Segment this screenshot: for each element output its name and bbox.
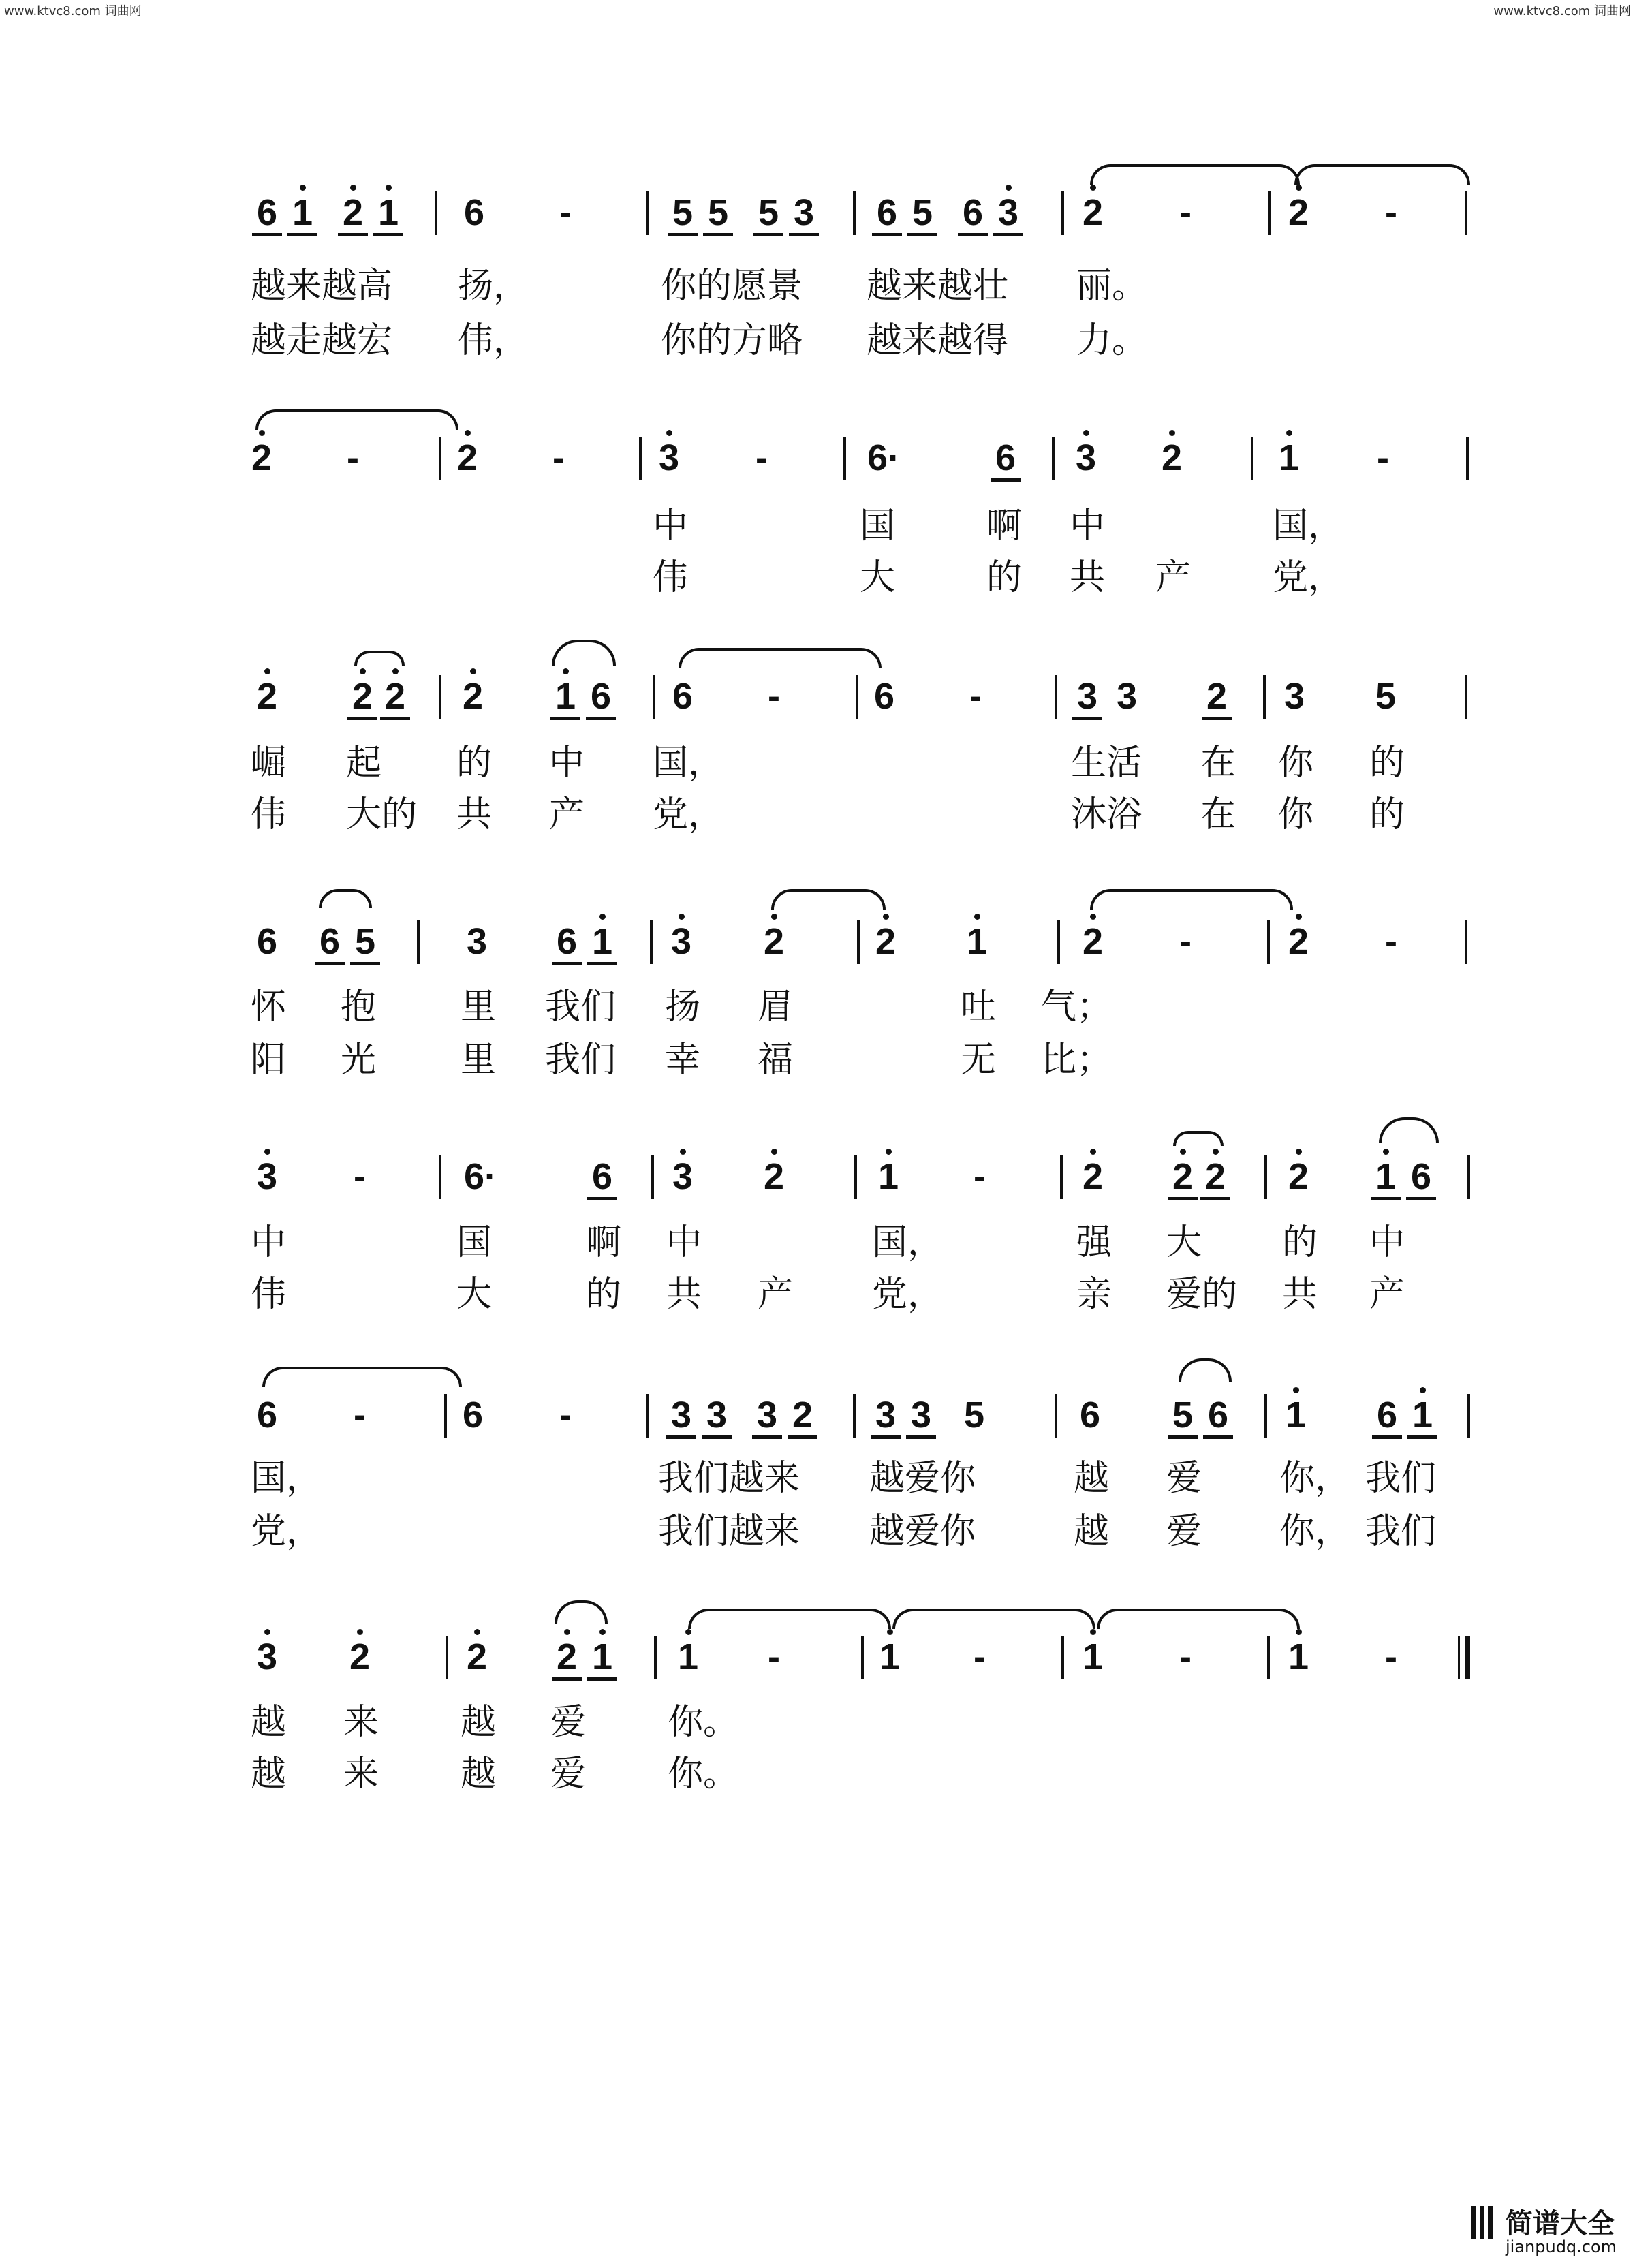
barline [861, 1636, 864, 1679]
note: 6 [871, 194, 903, 231]
note: 1 [286, 194, 319, 231]
lyric: 党， [872, 1274, 944, 1315]
note: 3 [251, 1158, 283, 1195]
slur [1173, 1131, 1224, 1146]
header-left: www.ktvc8.com 词曲网 [4, 4, 142, 18]
note: 2 [1200, 678, 1233, 715]
note: 2 [346, 678, 379, 715]
lyric: 产 [1369, 1274, 1405, 1315]
lyric: 伟 [251, 1274, 287, 1315]
note: 6 [550, 923, 583, 960]
note: 3 [1070, 439, 1102, 476]
note: - [969, 676, 982, 717]
lyric: 党， [653, 794, 724, 835]
note: 2 [456, 678, 489, 715]
lyric: 强 [1076, 1222, 1112, 1263]
lyric: 党， [251, 1511, 322, 1552]
lyric: 扬， [458, 266, 529, 307]
lyric: 的 [986, 557, 1023, 598]
note: 6 [672, 676, 694, 717]
lyric: 越来越得 [867, 320, 1009, 361]
barline [654, 1636, 657, 1679]
note: 6· [867, 437, 900, 478]
lyric: 国， [653, 743, 724, 783]
lyric: 共 [1282, 1274, 1318, 1315]
lyric: 亲 [1076, 1274, 1112, 1315]
barline [435, 191, 437, 235]
barline [1268, 191, 1271, 235]
note: 1 [961, 923, 993, 960]
lyric: 共 [666, 1274, 702, 1315]
barline [446, 1636, 448, 1679]
note: - [1385, 921, 1397, 962]
tie [255, 409, 458, 430]
note: 2 [461, 1638, 493, 1675]
lyric: 气； [1041, 987, 1112, 1027]
tie [262, 1367, 462, 1387]
lyric: 我们越来 [658, 1511, 800, 1552]
lyric: 越爱你 [869, 1458, 976, 1499]
barline [646, 191, 649, 235]
note: 2 [1166, 1158, 1199, 1195]
lyric: 的 [1369, 794, 1405, 835]
note: 3 [665, 1397, 698, 1433]
lyric: 我们越来 [658, 1458, 800, 1499]
lyric: 越 [461, 1702, 497, 1743]
note: 2 [786, 1397, 819, 1433]
barline [857, 920, 860, 964]
lyric: 崛 [251, 743, 287, 783]
barline [1267, 920, 1270, 964]
barline [417, 920, 420, 964]
lyric: 你， [1279, 1511, 1351, 1552]
barline [854, 1155, 857, 1199]
note: 6 [956, 194, 989, 231]
lyric: 大 [1166, 1222, 1202, 1263]
lyric: 眉 [758, 987, 794, 1027]
barline [1467, 1155, 1470, 1199]
lyric: 无 [961, 1040, 997, 1081]
note: 3 [751, 1397, 783, 1433]
note: - [974, 1636, 986, 1677]
slur [354, 651, 405, 666]
barline [1061, 191, 1064, 235]
note: - [354, 1395, 366, 1435]
note: 5 [666, 194, 699, 231]
lyric: 爱 [1166, 1458, 1202, 1499]
note: 1 [549, 678, 582, 715]
tie [688, 1609, 891, 1629]
lyric: 我们 [545, 987, 617, 1027]
slur [1179, 1358, 1232, 1382]
header-right: www.ktvc8.com 词曲网 [1493, 4, 1631, 18]
note: 1 [873, 1638, 906, 1675]
lyrics-verse-2 [0, 794, 1635, 835]
lyric: 来 [343, 1702, 379, 1743]
lyric: 国 [860, 506, 896, 546]
note: 6 [1405, 1158, 1437, 1195]
lyric: 抱 [341, 987, 377, 1027]
barline [650, 920, 653, 964]
note: 2 [451, 439, 484, 476]
barline [651, 1155, 654, 1199]
lyric: 大的 [346, 794, 418, 835]
note: - [974, 1156, 986, 1197]
lyric: 越 [251, 1754, 287, 1795]
lyrics-verse-2 [0, 1754, 1635, 1795]
note: - [552, 437, 565, 478]
note: 3 [992, 194, 1025, 231]
barline [1465, 675, 1467, 719]
note: 1 [372, 194, 405, 231]
barline [853, 191, 856, 235]
lyrics-verse-1 [0, 743, 1635, 783]
note: 6· [463, 1156, 497, 1197]
note: 3 [700, 1397, 733, 1433]
lyric: 越 [461, 1754, 497, 1795]
lyric: 中 [653, 506, 689, 546]
note: 6 [989, 439, 1022, 476]
lyric: 里 [461, 987, 497, 1027]
lyric: 的 [1282, 1222, 1318, 1263]
barline [639, 437, 642, 480]
lyric: 中 [666, 1222, 702, 1263]
note: 2 [1282, 1158, 1315, 1195]
barline [1264, 1394, 1267, 1438]
score-line-2 [0, 433, 1635, 480]
lyric: 越 [251, 1702, 287, 1743]
note: 5 [752, 194, 785, 231]
tie [771, 889, 886, 910]
barline [1055, 1394, 1057, 1438]
note: 2 [1282, 923, 1315, 960]
lyric: 来 [343, 1754, 379, 1795]
note: 2 [337, 194, 369, 231]
barline [1466, 437, 1469, 480]
barline [1267, 1636, 1270, 1679]
lyrics-verse-2 [0, 1040, 1635, 1081]
note: 1 [672, 1638, 704, 1675]
slur [1379, 1117, 1439, 1143]
barline [843, 437, 846, 480]
barline [1052, 437, 1055, 480]
lyric: 沐浴 [1071, 794, 1142, 835]
note: 2 [343, 1638, 376, 1675]
note: 6 [256, 1395, 278, 1435]
lyric: 共 [456, 794, 493, 835]
barline [439, 675, 441, 719]
note: 2 [1076, 923, 1109, 960]
barline [1057, 920, 1060, 964]
lyric: 你。 [668, 1754, 739, 1795]
lyric: 你。 [668, 1702, 739, 1743]
lyric: 你的愿景 [661, 266, 803, 307]
note: 2 [379, 678, 411, 715]
note: - [1179, 192, 1192, 233]
note: 3 [666, 1158, 699, 1195]
barline [1467, 1394, 1470, 1438]
note: 1 [1406, 1397, 1439, 1433]
note: 2 [758, 923, 790, 960]
note: 5 [1375, 676, 1397, 717]
lyric: 的 [1369, 743, 1405, 783]
lyric: 阳 [251, 1040, 287, 1081]
lyric: 在 [1200, 794, 1236, 835]
lyrics-verse-2 [0, 1274, 1635, 1315]
note: 1 [586, 923, 619, 960]
barline [1060, 1155, 1063, 1199]
note: 2 [251, 678, 283, 715]
lyric: 中 [1369, 1222, 1405, 1263]
note: - [559, 1395, 572, 1435]
lyric: 产 [1155, 557, 1192, 598]
lyric: 党， [1273, 557, 1344, 598]
lyrics-verse-1 [0, 1702, 1635, 1743]
lyric: 你的方略 [661, 320, 803, 361]
lyric: 你 [1278, 743, 1314, 783]
lyric: 国 [456, 1222, 493, 1263]
lyrics-verse-2 [0, 1511, 1635, 1552]
slur [555, 1600, 608, 1624]
note: - [1385, 192, 1397, 233]
note: 2 [245, 439, 278, 476]
note: 5 [349, 923, 382, 960]
slur [319, 889, 372, 908]
lyric: 你 [1278, 794, 1314, 835]
note: 3 [251, 1638, 283, 1675]
note: - [768, 1636, 780, 1677]
tie [679, 648, 882, 668]
tie [1294, 164, 1470, 185]
note: 2 [1282, 194, 1315, 231]
lyric: 怀 [251, 987, 287, 1027]
note: 5 [963, 1395, 985, 1435]
lyric: 我们 [545, 1040, 617, 1081]
lyric: 越走越宏 [251, 320, 393, 361]
barline [856, 675, 858, 719]
lyric: 爱 [1166, 1511, 1202, 1552]
tie [892, 1609, 1095, 1629]
lyrics-verse-1 [0, 987, 1635, 1027]
lyric: 爱 [550, 1702, 587, 1743]
note: 5 [1166, 1397, 1199, 1433]
lyric: 起 [346, 743, 382, 783]
lyrics-verse-2 [0, 320, 1635, 361]
lyrics-verse-1 [0, 506, 1635, 546]
barline [853, 1394, 856, 1438]
lyric: 产 [549, 794, 585, 835]
barline [439, 1155, 441, 1199]
lyric: 越来越高 [251, 266, 393, 307]
note: 6 [256, 921, 278, 962]
note: 1 [1273, 439, 1305, 476]
score-line-7 [0, 1632, 1635, 1679]
lyric: 你， [1279, 1458, 1351, 1499]
lyric: 吐 [961, 987, 997, 1027]
lyric: 中 [549, 743, 585, 783]
note: 5 [702, 194, 734, 231]
note: 1 [1279, 1397, 1312, 1433]
lyrics-verse-2 [0, 557, 1635, 598]
note: 3 [788, 194, 820, 231]
note: 1 [1369, 1158, 1402, 1195]
final-barline-thick [1465, 1636, 1470, 1679]
slur [552, 640, 616, 666]
note: - [347, 437, 359, 478]
note: 6 [462, 1395, 484, 1435]
note: 2 [1076, 194, 1109, 231]
lyric: 比； [1041, 1040, 1112, 1081]
lyric: 伟 [653, 557, 689, 598]
lyric: 国， [1273, 506, 1344, 546]
note: - [559, 192, 572, 233]
lyric: 伟， [458, 320, 529, 361]
lyric: 光 [341, 1040, 377, 1081]
note: 1 [1282, 1638, 1315, 1675]
lyric: 国， [872, 1222, 944, 1263]
barline [1465, 191, 1467, 235]
note: 3 [1283, 676, 1305, 717]
lyric: 大 [456, 1274, 493, 1315]
note: 3 [653, 439, 685, 476]
lyric: 的 [456, 743, 493, 783]
lyric: 中 [1070, 506, 1106, 546]
note: 3 [466, 921, 488, 962]
tie [1090, 889, 1293, 910]
tie [1097, 1609, 1300, 1629]
note: 1 [872, 1158, 905, 1195]
lyric: 爱的 [1166, 1274, 1238, 1315]
lyric: 扬 [665, 987, 701, 1027]
logo-url: jianpudq.com [1506, 2237, 1617, 2256]
note: 5 [906, 194, 939, 231]
barline [1263, 675, 1266, 719]
piano-keys-icon [1472, 2206, 1499, 2239]
note: 2 [869, 923, 902, 960]
lyrics-verse-1 [0, 1222, 1635, 1263]
barline [1264, 1155, 1267, 1199]
note: 6 [251, 194, 283, 231]
note: 1 [586, 1638, 619, 1675]
barline [646, 1394, 649, 1438]
score-line-6 [0, 1390, 1635, 1438]
barline [1061, 1636, 1064, 1679]
note: 2 [1155, 439, 1188, 476]
note: 6 [873, 676, 895, 717]
note: 3 [905, 1397, 937, 1433]
lyric: 里 [461, 1040, 497, 1081]
note: 2 [1199, 1158, 1232, 1195]
lyric: 丽。 [1076, 266, 1148, 307]
note: - [1385, 1636, 1397, 1677]
lyric: 我们 [1365, 1458, 1437, 1499]
note: - [354, 1156, 366, 1197]
site-logo [1472, 2202, 1628, 2263]
lyric: 越来越壮 [867, 266, 1009, 307]
lyric: 伟 [251, 794, 287, 835]
barline [439, 437, 441, 480]
note: 1 [1076, 1638, 1109, 1675]
barline [1251, 437, 1254, 480]
note: 2 [1076, 1158, 1109, 1195]
note: 2 [758, 1158, 790, 1195]
lyric: 啊 [986, 506, 1023, 546]
note: - [768, 676, 780, 717]
lyric: 大 [860, 557, 896, 598]
final-barline-thin [1458, 1636, 1460, 1679]
lyric: 越 [1074, 1458, 1110, 1499]
note: 6 [1079, 1395, 1101, 1435]
lyric: 国， [251, 1458, 322, 1499]
lyric: 我们 [1365, 1511, 1437, 1552]
barline [653, 675, 655, 719]
lyric: 越 [1074, 1511, 1110, 1552]
note: - [756, 437, 768, 478]
note: 3 [1116, 676, 1138, 717]
lyric: 爱 [550, 1754, 587, 1795]
barline [1055, 675, 1057, 719]
note: 2 [550, 1638, 583, 1675]
note: 6 [1371, 1397, 1403, 1433]
note: 6 [463, 192, 485, 233]
lyric: 啊 [586, 1222, 622, 1263]
lyrics-verse-1 [0, 266, 1635, 307]
lyric: 越爱你 [869, 1511, 976, 1552]
lyric: 中 [251, 1222, 287, 1263]
note: - [1179, 1636, 1192, 1677]
score-line-3 [0, 671, 1635, 719]
lyrics-verse-1 [0, 1458, 1635, 1499]
note: - [1377, 437, 1389, 478]
note: 6 [1202, 1397, 1234, 1433]
score-line-4 [0, 916, 1635, 964]
lyric: 幸 [665, 1040, 701, 1081]
score-line-1 [0, 187, 1635, 235]
lyric: 在 [1200, 743, 1236, 783]
barline [1465, 920, 1467, 964]
lyric: 的 [586, 1274, 622, 1315]
note: - [1179, 921, 1192, 962]
lyric: 共 [1070, 557, 1106, 598]
lyric: 产 [758, 1274, 794, 1315]
note: 6 [586, 1158, 619, 1195]
logo-title: 简谱大全 [1506, 2208, 1615, 2239]
tie [1090, 164, 1300, 185]
lyric: 力。 [1076, 320, 1148, 361]
lyric: 生活 [1071, 743, 1142, 783]
score-line-5 [0, 1151, 1635, 1199]
note: 6 [313, 923, 346, 960]
lyric: 福 [758, 1040, 794, 1081]
note: 6 [585, 678, 617, 715]
barline [444, 1394, 447, 1438]
note: 3 [665, 923, 698, 960]
note: 3 [869, 1397, 902, 1433]
note: 3 [1071, 678, 1104, 715]
